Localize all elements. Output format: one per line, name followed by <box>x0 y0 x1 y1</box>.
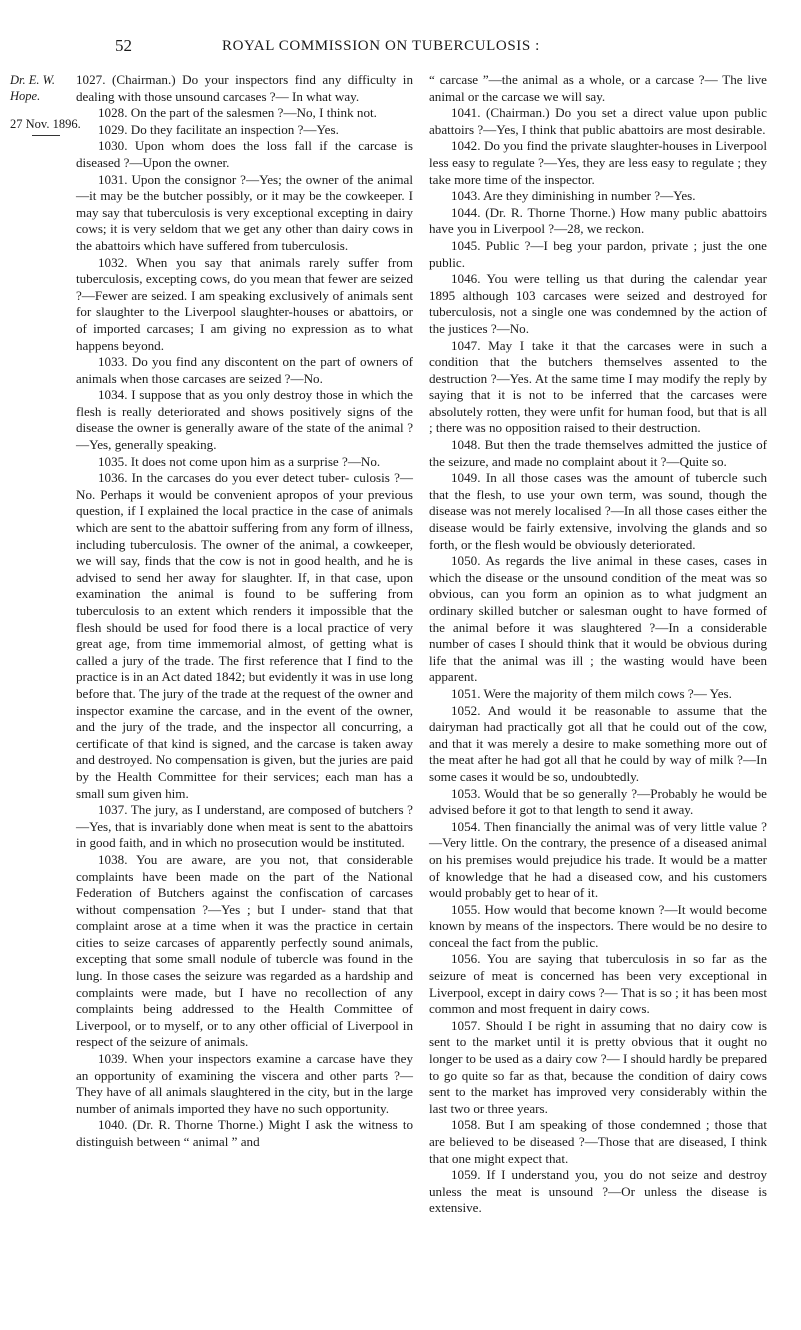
paragraph: 1050. As regards the live animal in these cases, cases in which the disease or the unsound condition of the meat was so obvious, can you form an opinion as to what judgment an ordinary skilled butcher or salesman ought to have formed of the animal before it was slaughtered ?—In a considerable number of cases I should think that it would be obvious during life that the animal was ill ; the wasting would have been apparent. <box>429 553 767 685</box>
paragraph: 1052. And would it be reasonable to assume that the dairyman had practically got all that he could out of the cow, and that it was merely a desire to make something more out of the meat after he had got all that he could by way of milk ?—In some cases it would be so, undoubtedly. <box>429 702 767 784</box>
paragraph: 1029. Do they facilitate an inspection ?—Yes. <box>98 121 339 137</box>
paragraph: 1047. May I take it that the carcases were in such a condition that the butchers themselves assented to the destruction ?—Yes. At the same time I may modify the reply by saying that it is not to be inferred that the carcases were absolutely rotten, they were unfit for human food, but that is all ; there was no opposition raised to their destruction. <box>429 337 767 436</box>
paragraph: 1056. You are saying that tuberculosis in so far as the seizure of meat is concerned has been very exceptional in Liverpool, except in dairy cows ?— That is so ; it has been most common and most frequent in dairy cows. <box>429 951 767 1017</box>
paragraph: “ carcase ”—the animal as a whole, or a carcase ?— The live animal or the carcase we will say. <box>429 72 767 104</box>
paragraph: 1033. Do you find any discontent on the part of owners of animals when those carcases are seized ?—No. <box>76 354 413 386</box>
running-head: ROYAL COMMISSION ON TUBERCULOSIS : <box>222 38 540 54</box>
paragraph: 1041. (Chairman.) Do you set a direct value upon public abattoirs ?—Yes, I think that public abattoirs are most desirable. <box>429 105 767 137</box>
paragraph: 1030. Upon whom does the loss fall if the carcase is diseased ?—Upon the owner. <box>76 138 413 170</box>
paragraph: 1031. Upon the consignor ?—Yes; the owner of the animal—it may be the butcher possibly, or it may be the cowkeeper. I may say that tuberculosis is very exceptional excepting in dairy cows; it is very seldom that we get any other than dairy cows in the abattoirs which have suffered from tuberculosis. <box>76 171 413 253</box>
paragraph: 1046. You were telling us that during the calendar year 1895 although 103 carcases were seized and destroyed for tuberculosis, not a single one was condemned by the action of the justices ?—No. <box>429 271 767 336</box>
paragraph: 1057. Should I be right in assuming that no dairy cow is sent to the market until it is pretty obvious that it ought no longer to be used as a dairy cow ?— I should hardly be prepared to go quite so far as that, because the condition of dairy cows sent to the market has improved very considerably within the last two or three years. <box>429 1017 767 1116</box>
paragraph: 1039. When your inspectors examine a carcase have they an opportunity of examining the viscera and other parts ?—They have of all animals slaughtered in the city, but in the large number of animals imported they have no such opportunity. <box>76 1051 413 1116</box>
paragraph: 1038. You are aware, are you not, that considerable complaints have been made on the part of the National Federation of Butchers against the confiscation of carcases without compensation ?—Yes ; but I under- stand that that complaint arose at a time when it was the practice in certain cities to seize carcases of apparently perfectly sound animals, excepting that some small nodule of tubercle was found in the lung. In those cases the seizure was regarded as a hardship and complaints were made, but I have no recollection of any complaints being addressed to the Health Committee of Liverpool, or to myself, or to any other official of Liverpool in respect of the seizure of animals. <box>76 851 413 1050</box>
paragraph: 1043. Are they diminishing in number ?—Yes. <box>451 188 696 204</box>
paragraph: 1036. In the carcases do you ever detect tuber- culosis ?—No. Perhaps it would be convenient apropos of your previous question, if I explained the local practice in the case of animals which are sent to the abattoir suffering from any form of illness, including tuberculosis. The owner of the animal, a cowkeeper, we will say, finds that the cow is not in good health, and he is advised to send her away for slaughter. If, in that case, upon examination the animal is found to be suffering from tuberculosis to an extent which renders it impossible that the flesh should be used for food there is a local practice of very great age, from time immemorial almost, of getting what is called a jury of the trade. The first reference that I find to the practice is in an Act dated 1842; but evidently it was in use long before that. The jury of the trade at the request of the owner and inspector examine the carcase, and in the event of the owner, and the jury of the trade, and the inspector all concurring, a certificate of that kind is signed, and the carcase is taken away and destroyed. No compensation is given, but the juries are paid by the Health Committee for their services; each man has a small sum given him. <box>76 470 413 801</box>
paragraph: 1028. On the part of the salesmen ?—No, I think not. <box>98 105 377 121</box>
page-header <box>0 36 801 60</box>
paragraph: 1027. (Chairman.) Do your inspectors find any difficulty in dealing with those unsound carcases ?— In what way. <box>76 72 413 104</box>
paragraph: 1037. The jury, as I understand, are composed of butchers ?—Yes, that is invariably done when meat is sent to the abattoirs in good faith, and in which no prosecution would be instituted. <box>76 802 413 851</box>
paragraph: 1044. (Dr. R. Thorne Thorne.) How many public abattoirs have you in Liverpool ?—28, we reckon. <box>429 204 767 237</box>
paragraph: 1035. It does not come upon him as a surprise ?—No. <box>98 453 381 469</box>
hearing-date: 27 Nov. 1896. <box>10 117 81 131</box>
margin-note <box>10 73 81 136</box>
left-column <box>76 72 413 1151</box>
margin-rule <box>32 135 60 136</box>
paragraph: 1034. I suppose that as you only destroy those in which the flesh is really deteriorated and shows positively signs of the disease the owner is generally aware of the state of the animal ?—Yes, generally speaking. <box>76 387 413 453</box>
paragraph: 1058. But I am speaking of those condemned ; those that are believed to be diseased ?—Those that are diseased, I think that one might expect that. <box>429 1117 767 1166</box>
paragraph: 1054. Then financially the animal was of very little value ?—Very little. On the contrary, the presence of a diseased animal on his premises would prejudice his trade. It would be a matter of knowledge that he had a diseased cow, and his customers would probably get to hear of it. <box>429 818 767 901</box>
paragraph: 1048. But then the trade themselves admitted the justice of the seizure, and made no complaint about it ?—Quite so. <box>429 437 767 469</box>
paragraph: 1059. If I understand you, you do not seize and destroy unless the meat is unsound ?—Or unless the disease is extensive. <box>429 1167 767 1216</box>
paragraph: 1042. Do you find the private slaughter-houses in Liverpool less easy to regulate ?—Yes, they are less easy to regulate ; they take more time of the inspector. <box>429 138 767 187</box>
paragraph: 1040. (Dr. R. Thorne Thorne.) Might I ask the witness to distinguish between “ animal ” and <box>76 1117 413 1149</box>
right-column <box>429 72 767 1217</box>
page-number: 52 <box>115 36 132 55</box>
paragraph: 1051. Were the majority of them milch cows ?— Yes. <box>451 685 732 701</box>
paragraph: 1045. Public ?—I beg your pardon, private ; just the one public. <box>429 237 767 270</box>
paragraph: 1032. When you say that animals rarely suffer from tuberculosis, excepting cows, do you mean that fewer are seized ?—Fewer are seized. I am speaking exclusively of animals sent for slaughter to the Liverpool slaughter-houses or abattoirs, or of imported carcases; I am giving no expression as to what happens beyond. <box>76 254 413 353</box>
paragraph: 1055. How would that become known ?—It would become known by means of the inspectors. There would be no desire to conceal the fact from the public. <box>429 901 767 950</box>
witness-name: Dr. E. W. Hope. <box>10 73 56 103</box>
paragraph: 1053. Would that be so generally ?—Probably he would be advised before it got to that length to send it away. <box>429 785 767 818</box>
paragraph: 1049. In all those cases was the amount of tubercle such that the flesh, to use your own term, was sound, though the disease was not merely localised ?—In all those cases either the disease would be fairly extensive, involving the glands and so forth, or the flesh would be obviously deteriorated. <box>429 470 767 552</box>
